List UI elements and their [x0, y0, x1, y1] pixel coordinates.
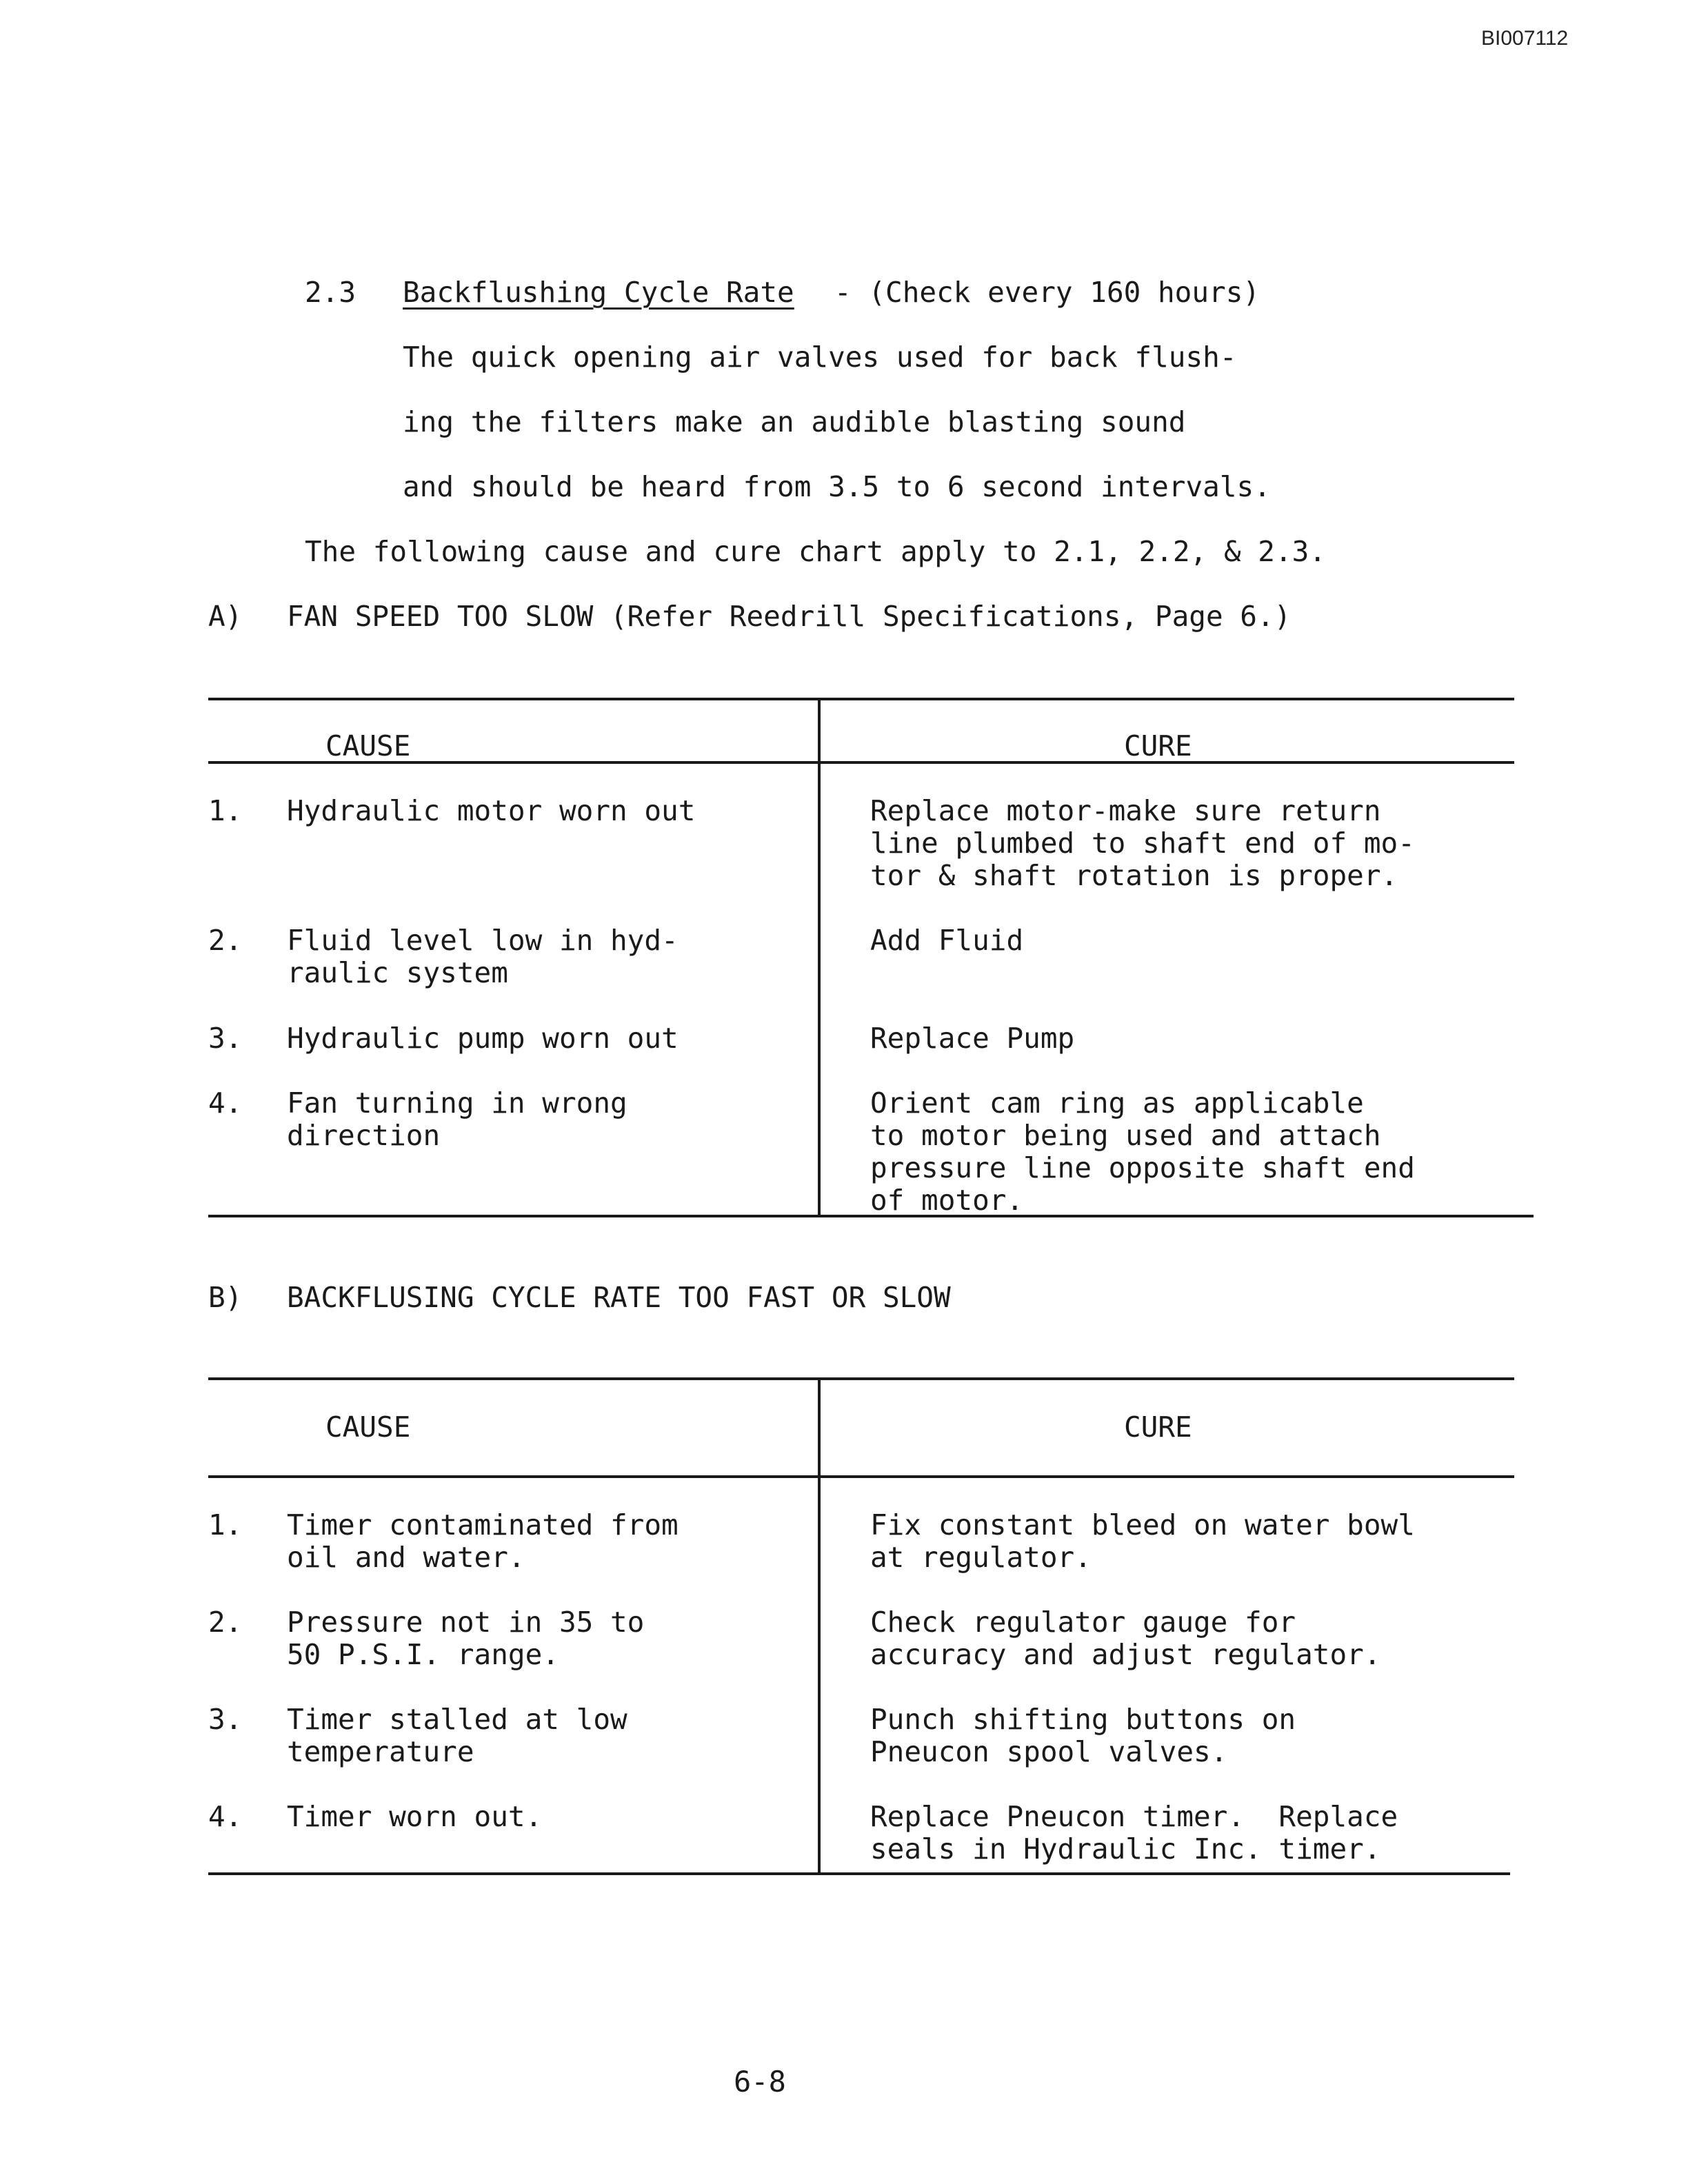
table-b-cure-text: seals in Hydraulic Inc. timer.: [870, 1832, 1381, 1866]
table-a-row-number: 1.: [208, 794, 243, 827]
table-b-row-number: 3.: [208, 1703, 243, 1736]
table-b-cause-header: CAUSE: [325, 1410, 411, 1444]
table-a-cure-text: Add Fluid: [870, 924, 1024, 957]
table-b-cure-text: Fix constant bleed on water bowl: [870, 1508, 1415, 1541]
table-a-cause-text: Hydraulic pump worn out: [287, 1022, 679, 1055]
table-a-row-number: 2.: [208, 924, 243, 957]
table-b-cause-text: 50 P.S.I. range.: [287, 1638, 559, 1671]
body-line: ing the filters make an audible blasting sound: [403, 405, 1186, 438]
table-b-cause-text: Timer stalled at low: [287, 1703, 627, 1736]
table-b-cause-text: Timer contaminated from: [287, 1508, 679, 1541]
table-a-cause-text: Hydraulic motor worn out: [287, 794, 696, 827]
table-a-cure-text: Replace motor-make sure return: [870, 794, 1381, 827]
page-number: 6-8: [734, 2065, 786, 2099]
table-b-cause-text: Timer worn out.: [287, 1800, 543, 1833]
table-b-cure-header: CURE: [1124, 1410, 1192, 1444]
document-id: BI007112: [1481, 27, 1569, 50]
table-a-cure-text: pressure line opposite shaft end: [870, 1151, 1415, 1184]
table-b-top-rule: [208, 1377, 1514, 1380]
table-a-cause-header: CAUSE: [325, 729, 411, 762]
table-b-cure-text: Replace Pneucon timer. Replace: [870, 1800, 1398, 1833]
table-a-divider: [818, 698, 821, 1216]
table-b-cause-text: temperature: [287, 1735, 474, 1768]
table-b-cure-text: Check regulator gauge for: [870, 1606, 1296, 1639]
table-b-cure-text: Punch shifting buttons on: [870, 1703, 1296, 1736]
table-b-cause-text: Pressure not in 35 to: [287, 1606, 645, 1639]
section-title-suffix: - (Check every 160 hours): [834, 276, 1260, 309]
table-b-divider: [818, 1377, 821, 1875]
table-a-cause-text: direction: [287, 1119, 441, 1152]
table-b-row-number: 1.: [208, 1508, 243, 1541]
table-a-cure-text: Replace Pump: [870, 1022, 1075, 1055]
table-b-letter: B): [208, 1281, 243, 1314]
body-line: and should be heard from 3.5 to 6 second intervals.: [403, 470, 1271, 503]
table-b-heading: BACKFLUSING CYCLE RATE TOO FAST OR SLOW: [287, 1281, 951, 1314]
table-b-row-number: 2.: [208, 1606, 243, 1639]
table-a-cause-text: Fluid level low in hyd-: [287, 924, 679, 957]
table-a-cure-text: tor & shaft rotation is proper.: [870, 859, 1398, 892]
table-a-cause-text: raulic system: [287, 956, 508, 989]
table-b-cure-text: Pneucon spool valves.: [870, 1735, 1228, 1768]
table-a-row-number: 4.: [208, 1086, 243, 1120]
table-a-cause-text: Fan turning in wrong: [287, 1086, 627, 1120]
table-a-top-rule: [208, 698, 1514, 700]
table-a-cure-header: CURE: [1124, 729, 1192, 762]
table-a-cure-text: of motor.: [870, 1184, 1024, 1217]
section-title: Backflushing Cycle Rate: [403, 276, 794, 309]
table-a-cure-text: line plumbed to shaft end of mo-: [870, 827, 1415, 860]
body-line: The quick opening air valves used for back flush-: [403, 341, 1237, 374]
table-b-header-rule: [208, 1475, 1514, 1478]
section-number: 2.3: [305, 276, 356, 309]
table-b-cause-text: oil and water.: [287, 1541, 525, 1574]
intro-line: The following cause and cure chart apply to 2.1, 2.2, & 2.3.: [305, 535, 1327, 568]
table-a-heading: FAN SPEED TOO SLOW (Refer Reedrill Specifications, Page 6.): [287, 600, 1292, 633]
table-b-cure-text: at regulator.: [870, 1541, 1092, 1574]
table-b-cure-text: accuracy and adjust regulator.: [870, 1638, 1381, 1671]
table-a-cure-text: to motor being used and attach: [870, 1119, 1381, 1152]
table-b-bottom-rule: [208, 1872, 1510, 1875]
table-b-row-number: 4.: [208, 1800, 243, 1833]
table-a-row-number: 3.: [208, 1022, 243, 1055]
table-a-cure-text: Orient cam ring as applicable: [870, 1086, 1364, 1120]
table-a-letter: A): [208, 600, 243, 633]
